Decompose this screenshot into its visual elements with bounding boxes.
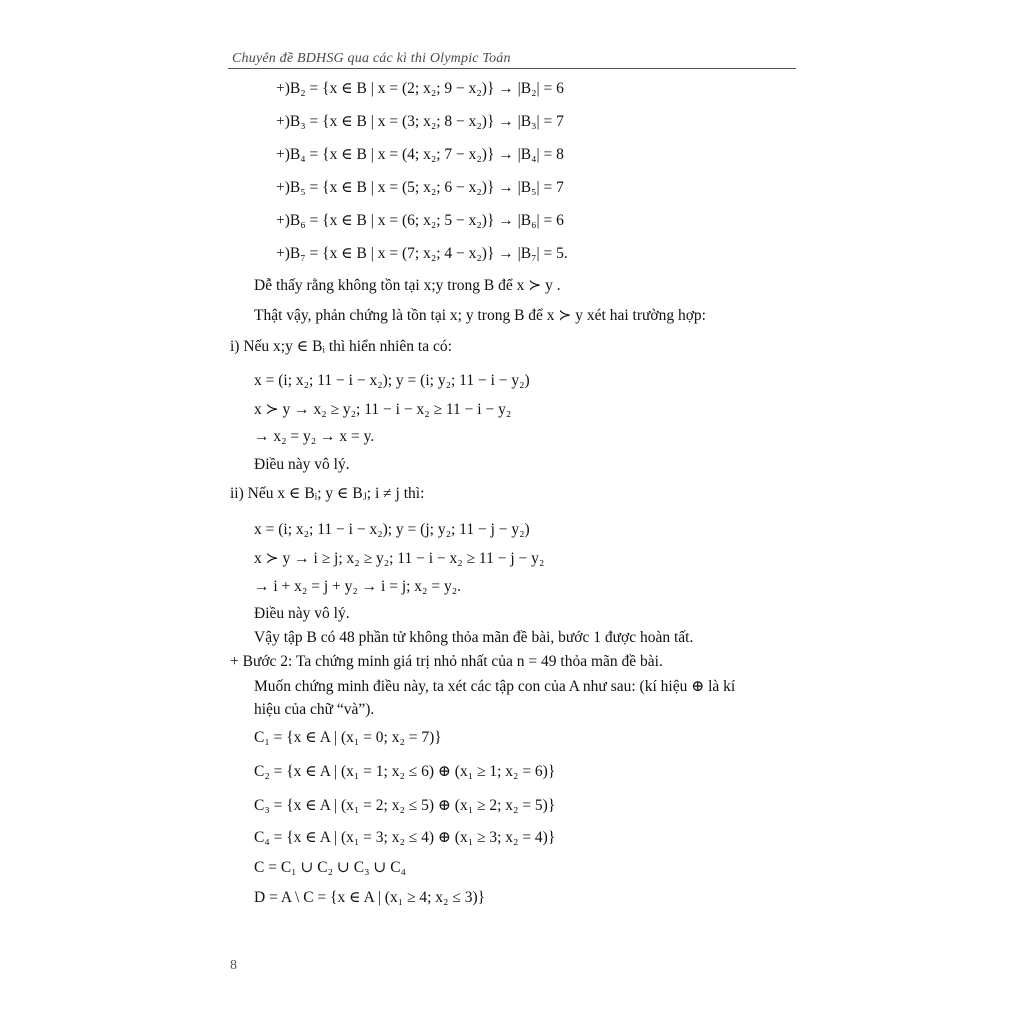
header-rule [228,68,796,69]
formula-line: → i + x₂ = j + y₂ → i = j; x₂ = y₂. [254,578,461,595]
page-number: 8 [230,958,237,973]
paragraph-text: Dễ thấy rằng không tồn tại x;y trong B để x ≻ y . [254,277,561,294]
formula-c2: C₂ = {x ∈ A | (x₁ = 1; x₂ ≤ 6) ⊕ (x₁ ≥ 1; x₂ = 6)} [254,763,556,780]
formula-line: x = (i; x₂; 11 − i − x₂); y = (j; y₂; 11 − j − y₂) [254,521,530,538]
paragraph-text: Thật vậy, phản chứng là tồn tại x; y trong B để x ≻ y xét hai trường hợp: [254,307,706,324]
step-heading: + Bước 2: Ta chứng minh giá trị nhỏ nhất của n = 49 thỏa mãn đề bài. [230,653,663,670]
formula-c1: C₁ = {x ∈ A | (x₁ = 0; x₂ = 7)} [254,729,442,746]
formula-b5: +)B₅ = {x ∈ B | x = (5; x₂; 6 − x₂)} → |B₅| = 7 [276,179,564,196]
formula-b7: +)B₇ = {x ∈ B | x = (7; x₂; 4 − x₂)} → |B₇| = 5. [276,245,568,262]
formula-b6: +)B₆ = {x ∈ B | x = (6; x₂; 5 − x₂)} → |B₆| = 6 [276,212,564,229]
formula-c: C = C₁ ∪ C₂ ∪ C₃ ∪ C₄ [254,859,407,876]
formula-b4: +)B₄ = {x ∈ B | x = (4; x₂; 7 − x₂)} → |B₄| = 8 [276,146,564,163]
formula-b2: +)B₂ = {x ∈ B | x = (2; x₂; 9 − x₂)} → |B₂| = 6 [276,80,564,97]
paragraph-text: Điều này vô lý. [254,605,350,622]
formula-line: x = (i; x₂; 11 − i − x₂); y = (i; y₂; 11 − i − y₂) [254,372,530,389]
case-heading: ii) Nếu x ∈ Bᵢ; y ∈ Bⱼ; i ≠ j thì: [230,485,425,502]
formula-c4: C₄ = {x ∈ A | (x₁ = 3; x₂ ≤ 4) ⊕ (x₁ ≥ 3; x₂ = 4)} [254,829,556,846]
formula-line: x ≻ y → i ≥ j; x₂ ≥ y₂; 11 − i − x₂ ≥ 11 − j − y₂ [254,550,545,567]
paragraph-text: hiệu của chữ “và”). [254,701,375,718]
formula-line: x ≻ y → x₂ ≥ y₂; 11 − i − x₂ ≥ 11 − i − y₂ [254,401,512,418]
formula-line: → x₂ = y₂ → x = y. [254,428,375,445]
paragraph-text: Muốn chứng minh điều này, ta xét các tập con của A như sau: (kí hiệu ⊕ là kí [254,678,736,695]
formula-c3: C₃ = {x ∈ A | (x₁ = 2; x₂ ≤ 5) ⊕ (x₁ ≥ 2; x₂ = 5)} [254,797,556,814]
paragraph-text: Điều này vô lý. [254,456,350,473]
page-header-title: Chuyên đề BDHSG qua các kì thi Olympic Toán [232,51,511,66]
paragraph-text: Vậy tập B có 48 phần tử không thỏa mãn đề bài, bước 1 được hoàn tất. [254,629,694,646]
formula-b3: +)B₃ = {x ∈ B | x = (3; x₂; 8 − x₂)} → |B₃| = 7 [276,113,564,130]
formula-d: D = A \ C = {x ∈ A | (x₁ ≥ 4; x₂ ≤ 3)} [254,889,486,906]
case-heading: i) Nếu x;y ∈ Bᵢ thì hiển nhiên ta có: [230,338,452,355]
